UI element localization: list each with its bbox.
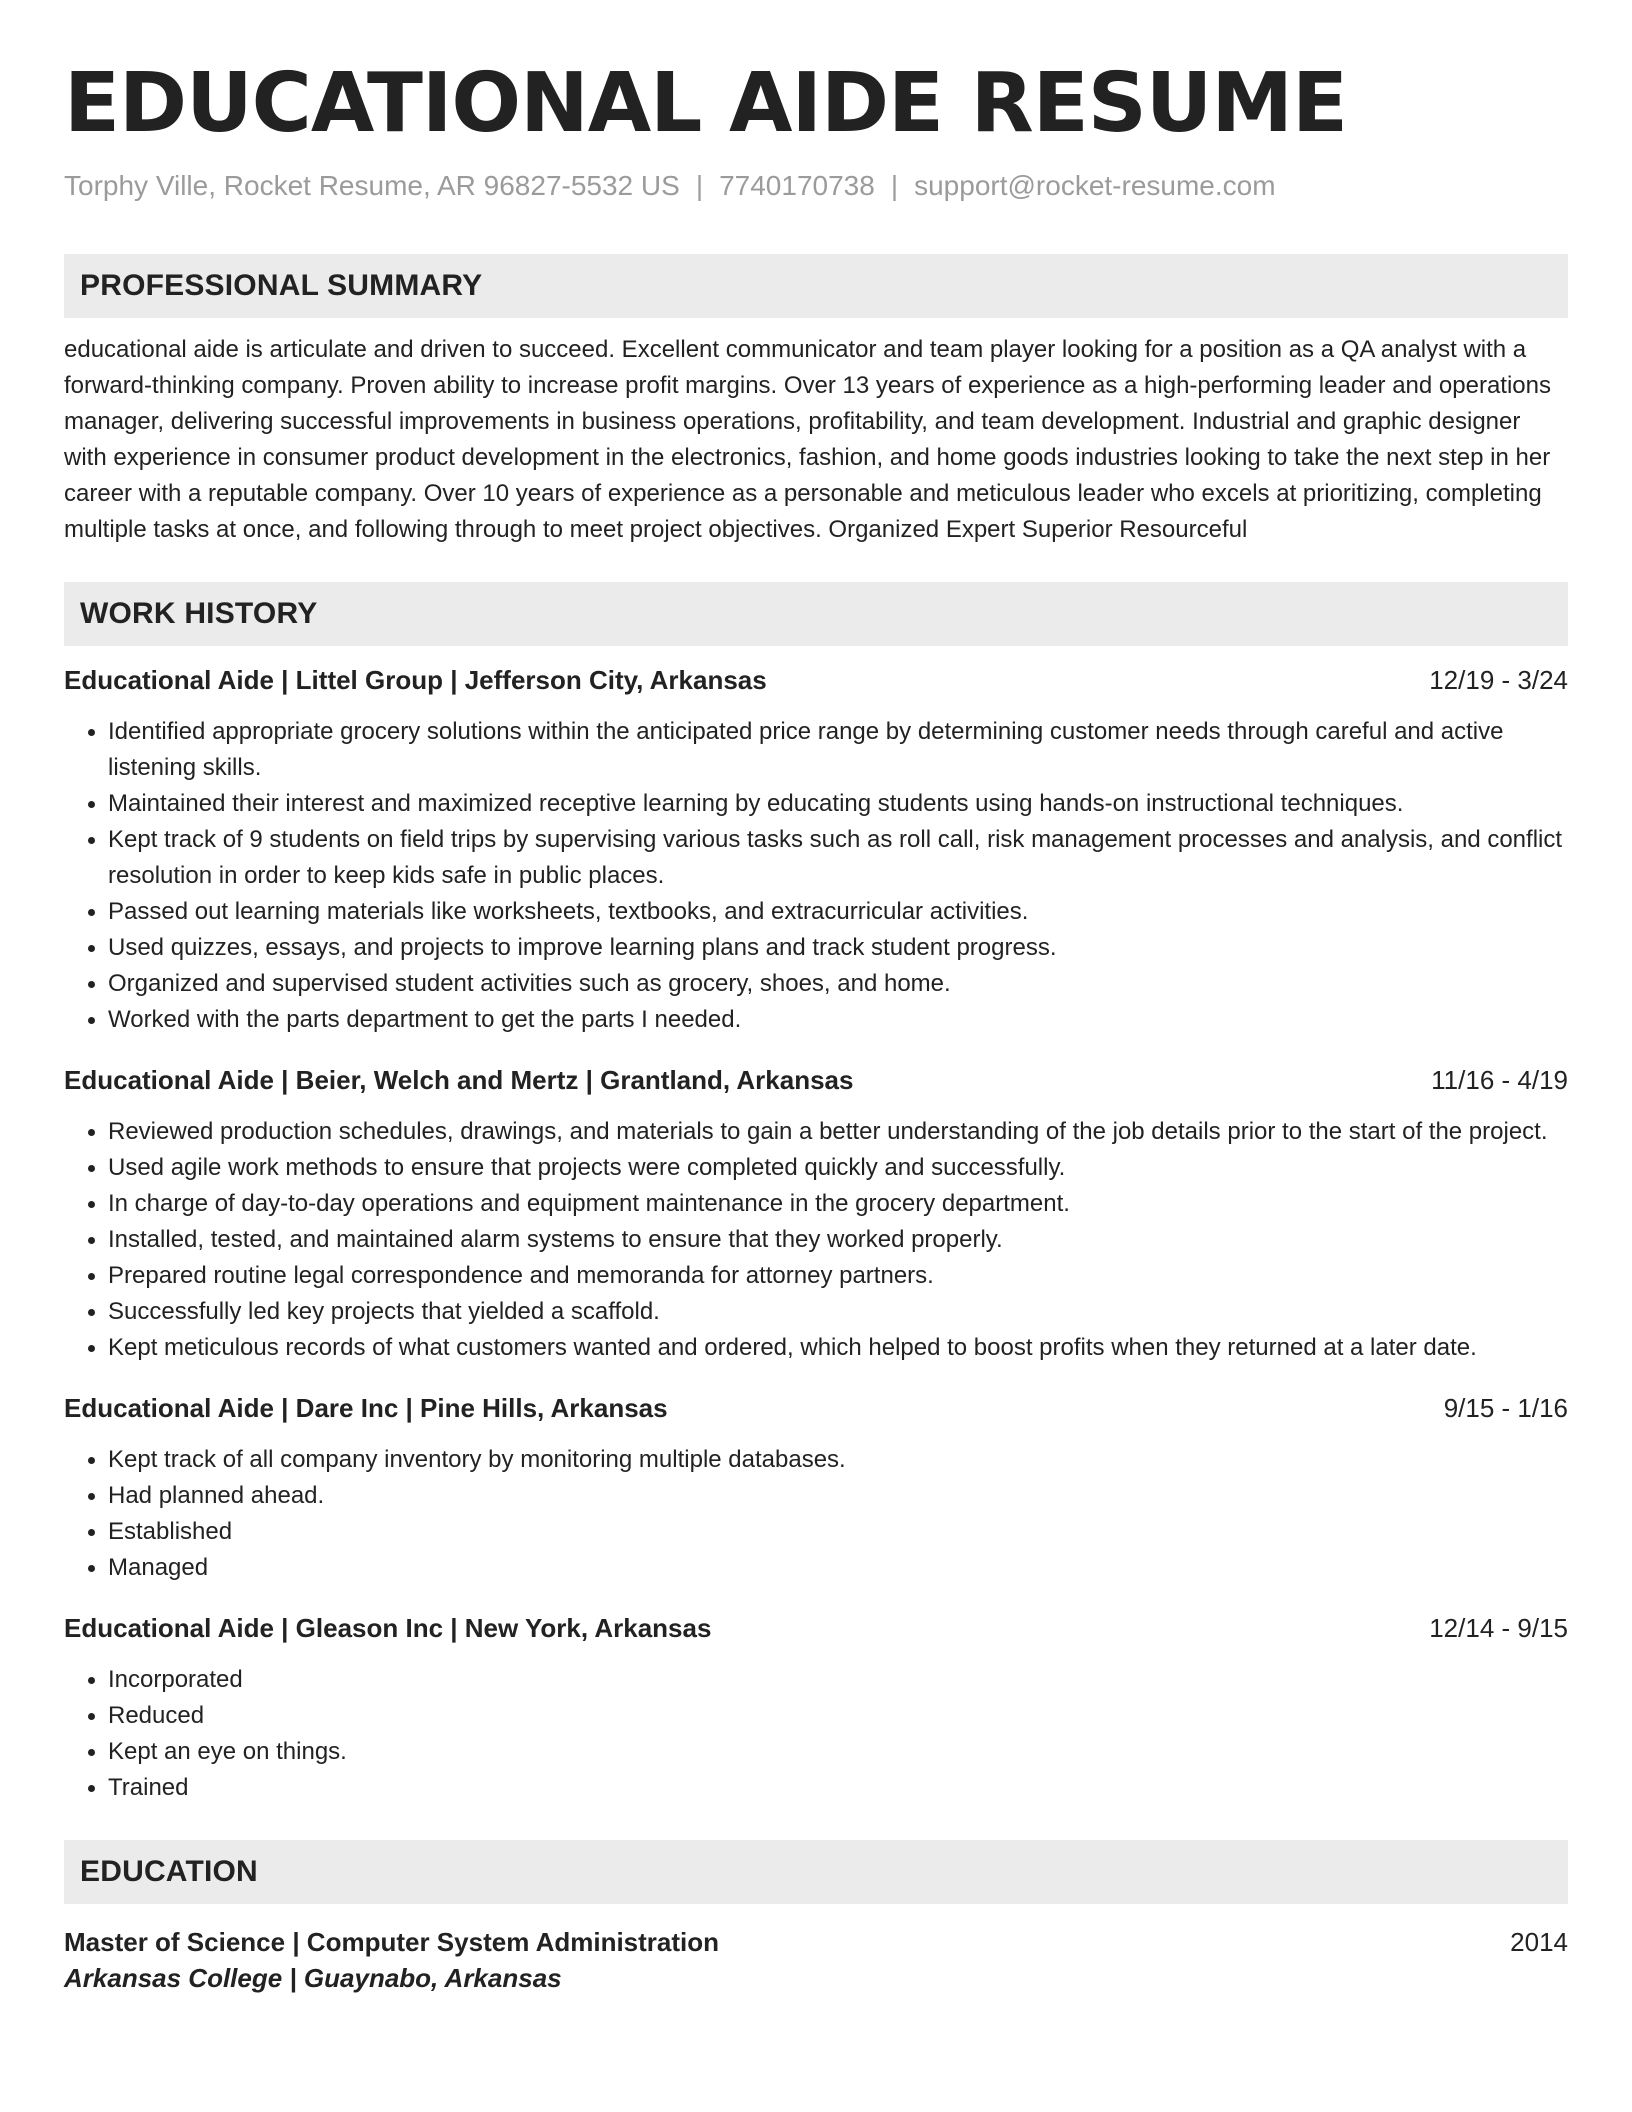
job-bullet: • Identified appropriate grocery solutions within the anticipated price range by determining customer needs through careful and active listening skills. [108, 714, 1568, 786]
job-entry [64, 1390, 1568, 1586]
job-bullets [64, 714, 1568, 1038]
job-header [64, 1062, 1568, 1098]
job-bullet: • In charge of day-to-day operations and equipment maintenance in the grocery department. [108, 1186, 1568, 1222]
job-bullet: • Maintained their interest and maximized receptive learning by educating students using hands-on instructional techniques. [108, 786, 1568, 822]
summary-text: educational aide is articulate and driven to succeed. Excellent communicator and team player looking for a position as a QA analyst with a forward-thinking company. Proven ability to increase profit margins. Over 13 years of experience as a high-performing leader and operations manager, delivering successful improvements in business operations, profitability, and team development. Industrial and graphic designer with experience in consumer product development in the electronics, fashion, and home goods industries looking to take the next step in her career with a reputable company. Over 10 years of experience as a personable and meticulous leader who excels at prioritizing, completing multiple tasks at once, and following through to meet project objectives. Organized Expert Superior Resourceful [64, 336, 1551, 543]
job-bullet: • Used agile work methods to ensure that projects were completed quickly and successfully. [108, 1150, 1568, 1186]
job-bullet: • Organized and supervised student activities such as grocery, shoes, and home. [108, 966, 1568, 1002]
job-bullet: • Successfully led key projects that yielded a scaffold. [108, 1294, 1568, 1330]
job-bullet: • Worked with the parts department to get the parts I needed. [108, 1002, 1568, 1038]
job-bullet: • Established [108, 1514, 1568, 1550]
education-school: Arkansas College | Guaynabo, Arkansas [64, 1963, 562, 1993]
job-header [64, 1610, 1568, 1646]
job-bullet: • Kept an eye on things. [108, 1734, 1568, 1770]
contact-line [64, 168, 1568, 204]
job-bullet: • Used quizzes, essays, and projects to improve learning plans and track student progress. [108, 930, 1568, 966]
resume-title: EDUCATIONAL AIDE RESUME [64, 56, 1347, 151]
contact-email: support@rocket-resume.com [914, 170, 1276, 201]
job-header [64, 1390, 1568, 1426]
job-title: Educational Aide | Gleason Inc | New York, Arkansas [64, 1613, 712, 1643]
contact-phone: 7740170738 [719, 170, 875, 201]
job-dates: 9/15 - 1/16 [1443, 1393, 1568, 1423]
job-bullet: • Kept track of 9 students on field trips by supervising various tasks such as roll call, risk management processes and analysis, and conflict resolution in order to keep kids safe in public places. [108, 822, 1568, 894]
job-entry [64, 1610, 1568, 1806]
job-dates: 11/16 - 4/19 [1431, 1065, 1568, 1095]
job-bullets [64, 1114, 1568, 1366]
job-entry [64, 1062, 1568, 1366]
job-bullet: • Incorporated [108, 1662, 1568, 1698]
job-bullet: • Passed out learning materials like worksheets, textbooks, and extracurricular activities. [108, 894, 1568, 930]
contact-address: Torphy Ville, Rocket Resume, AR 96827-5532 US [64, 170, 680, 201]
job-bullet: • Trained [108, 1770, 1568, 1806]
contact-separator: | [695, 170, 704, 201]
job-entry [64, 662, 1568, 1038]
education-heading: EDUCATION [64, 1840, 1568, 1904]
job-title: Educational Aide | Beier, Welch and Mertz | Grantland, Arkansas [64, 1065, 854, 1095]
job-header [64, 662, 1568, 698]
job-bullet: • Kept track of all company inventory by monitoring multiple databases. [108, 1442, 1568, 1478]
job-bullet: • Managed [108, 1550, 1568, 1586]
education-header [64, 1924, 1568, 1960]
job-bullets [64, 1662, 1568, 1806]
job-bullet: • Reduced [108, 1698, 1568, 1734]
education-year: 2014 [1510, 1927, 1568, 1957]
job-dates: 12/19 - 3/24 [1429, 665, 1568, 695]
job-title: Educational Aide | Dare Inc | Pine Hills, Arkansas [64, 1393, 668, 1423]
job-bullet: • Installed, tested, and maintained alarm systems to ensure that they worked properly. [108, 1222, 1568, 1258]
job-title: Educational Aide | Littel Group | Jefferson City, Arkansas [64, 665, 767, 695]
job-bullet: • Had planned ahead. [108, 1478, 1568, 1514]
education-degree: Master of Science | Computer System Administration [64, 1927, 720, 1957]
contact-separator: | [890, 170, 899, 201]
job-bullets [64, 1442, 1568, 1586]
job-bullet: • Kept meticulous records of what customers wanted and ordered, which helped to boost profits when they returned at a later date. [108, 1330, 1568, 1366]
education-entry [64, 1924, 1568, 1996]
job-bullet: • Reviewed production schedules, drawings, and materials to gain a better understanding of the job details prior to the start of the project. [108, 1114, 1568, 1150]
job-dates: 12/14 - 9/15 [1429, 1613, 1568, 1643]
summary-heading: PROFESSIONAL SUMMARY [64, 254, 1568, 318]
work-history-heading: WORK HISTORY [64, 582, 1568, 646]
job-bullet: • Prepared routine legal correspondence and memoranda for attorney partners. [108, 1258, 1568, 1294]
